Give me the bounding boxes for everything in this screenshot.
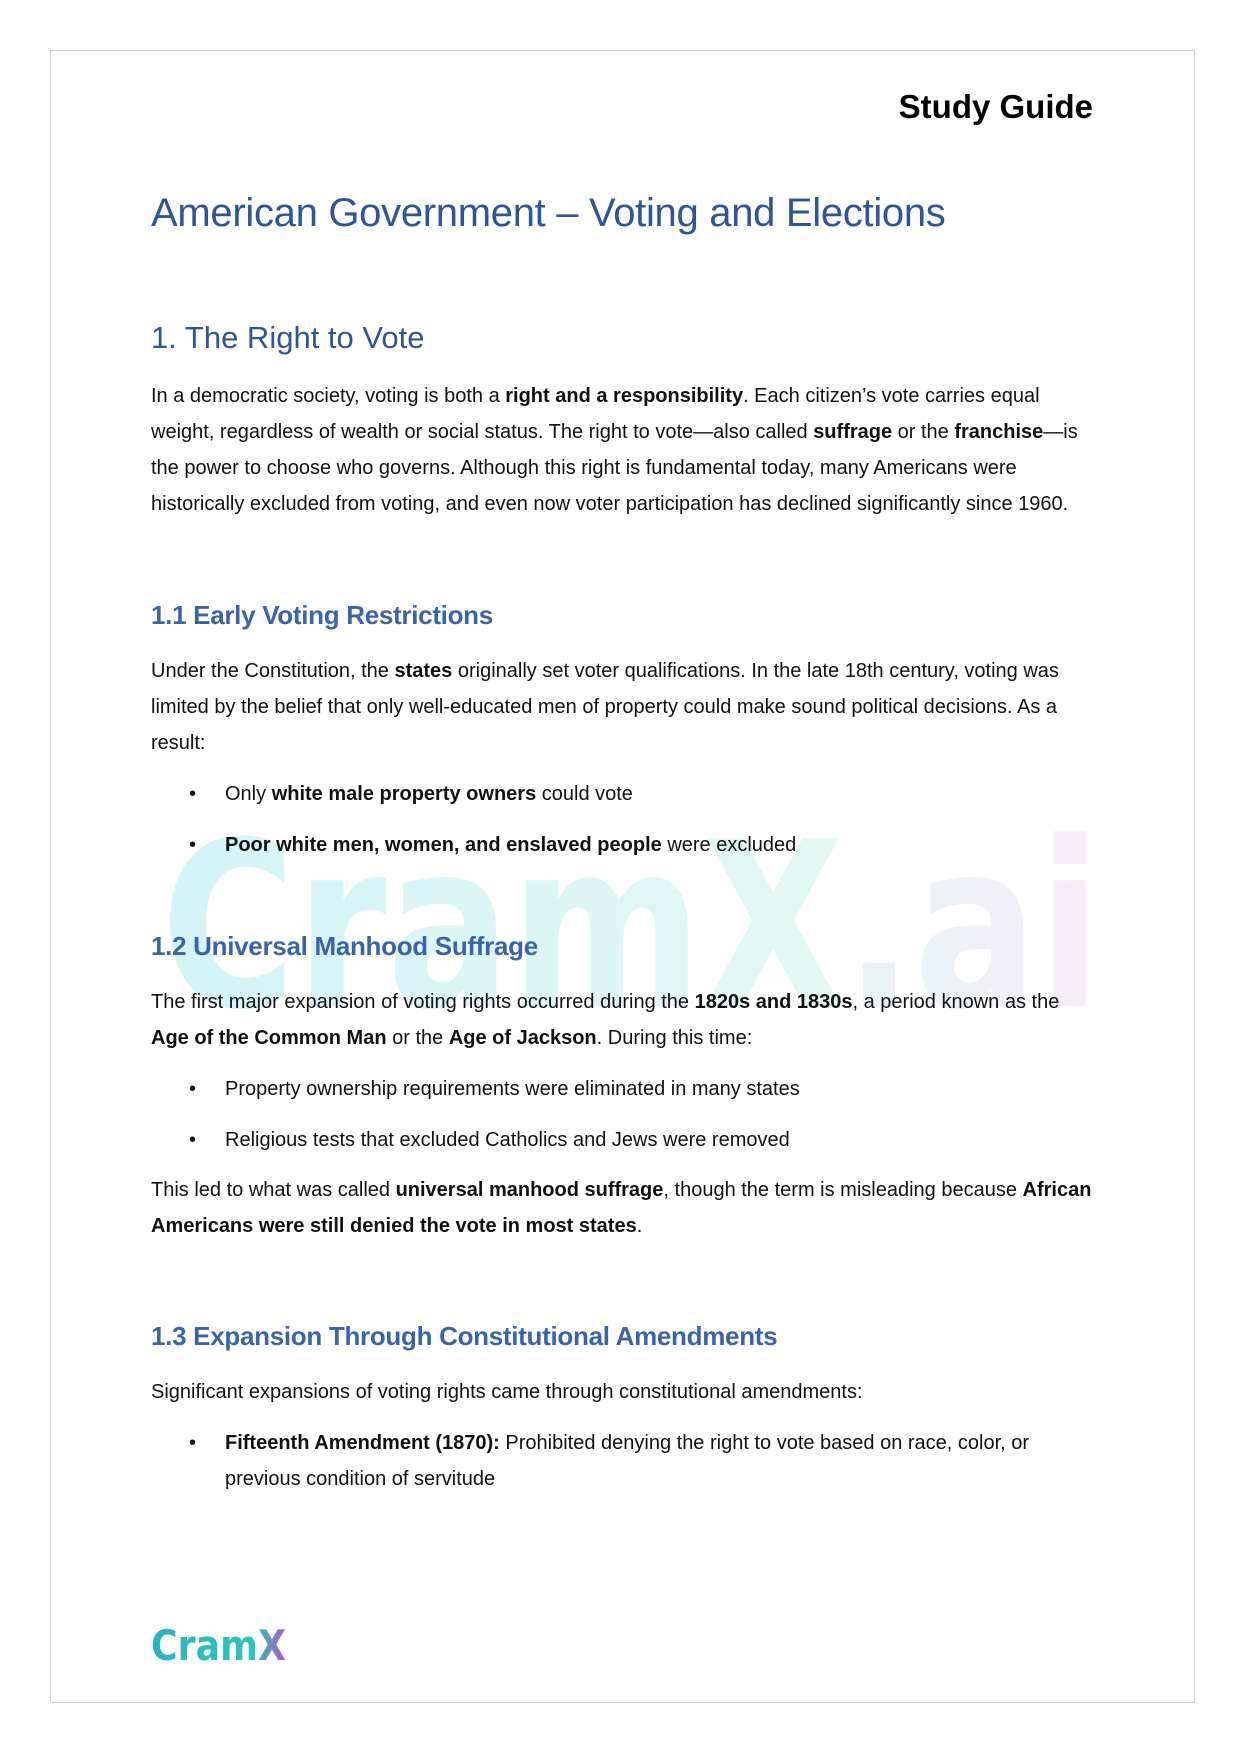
- text-run: Significant expansions of voting rights came through constitutional amendments:: [151, 1381, 863, 1403]
- bold-text: states: [394, 660, 453, 682]
- bold-text: right and a responsibility: [505, 385, 744, 407]
- subsection-paragraph: [151, 653, 1101, 761]
- bullet-icon: •: [189, 834, 197, 856]
- bold-text: 1820s and 1830s: [694, 991, 853, 1013]
- bold-text: Age of Jackson: [448, 1027, 597, 1049]
- document-content: [151, 191, 1101, 1497]
- bullet-item: [151, 1122, 1101, 1158]
- bullet-list: [151, 1071, 1101, 1158]
- text-run: , though the term is misleading because: [663, 1179, 1023, 1201]
- text-run: Religious tests that excluded Catholics and Jews were removed: [225, 1129, 790, 1151]
- document-page: [50, 50, 1195, 1703]
- text-run: could vote: [536, 783, 633, 805]
- text-run: In a democratic society, voting is both a: [151, 385, 506, 407]
- text-run: . During this time:: [596, 1027, 753, 1049]
- bold-text: African Americans were still denied the vote in most states: [151, 1179, 1092, 1237]
- bullet-icon: •: [189, 783, 197, 805]
- text-run: Under the Constitution, the: [151, 660, 395, 682]
- study-guide-label: Study Guide: [898, 88, 1093, 125]
- cramx-logo: [151, 1616, 321, 1671]
- bullet-icon: •: [189, 1432, 197, 1454]
- bullet-icon: •: [189, 1129, 197, 1151]
- bold-text: Age of the Common Man: [151, 1027, 387, 1049]
- bold-text: franchise: [954, 421, 1044, 443]
- text-run: This led to what was called: [151, 1179, 396, 1201]
- text-run: —is the power to choose who governs. Although this right is fundamental today, many Americans were historically excluded from voting, and even now voter participation has declined significantly since 1960.: [151, 421, 1078, 515]
- text-run: . Each citizen’s vote carries equal weight, regardless of wealth or social status. The right to vote—also called: [151, 385, 1040, 443]
- bold-text: white male property owners: [271, 783, 537, 805]
- bold-text: Poor white men, women, and enslaved people: [225, 834, 662, 856]
- bold-text: suffrage: [813, 421, 893, 443]
- bullet-list: [151, 1425, 1101, 1497]
- subsection-heading-universal-suffrage: 1.2 Universal Manhood Suffrage: [151, 931, 538, 961]
- section-paragraph: [151, 378, 1101, 522]
- text-run: The first major expansion of voting rights occurred during the: [151, 991, 695, 1013]
- text-run: Prohibited denying the right to vote based on race, color, or previous condition of servitude: [225, 1432, 1030, 1490]
- document-title: American Government – Voting and Elections: [151, 191, 946, 235]
- subsection-heading-early-restrictions: 1.1 Early Voting Restrictions: [151, 600, 493, 630]
- subsection-paragraph: [151, 1172, 1101, 1244]
- bullet-list: [151, 776, 1101, 863]
- logo-text: CramX: [151, 1621, 286, 1670]
- text-run: , a period known as the: [852, 991, 1060, 1013]
- text-run: .: [636, 1215, 643, 1237]
- bullet-item: [151, 1071, 1101, 1107]
- bold-text: Fifteenth Amendment (1870):: [225, 1432, 500, 1454]
- bullet-icon: •: [189, 1078, 197, 1100]
- watermark-text: CramX.ai: [161, 794, 1101, 1031]
- subsection-paragraph: [151, 1374, 1101, 1410]
- text-run: were excluded: [661, 834, 797, 856]
- bullet-item: [151, 1425, 1101, 1497]
- bullet-item: [151, 827, 1101, 863]
- text-run: or the: [386, 1027, 449, 1049]
- subsection-heading-amendments: 1.3 Expansion Through Constitutional Amendments: [151, 1321, 778, 1351]
- bold-text: universal manhood suffrage: [395, 1179, 664, 1201]
- text-run: or the: [892, 421, 955, 443]
- bullet-item: [151, 776, 1101, 812]
- text-run: Only: [225, 783, 272, 805]
- subsection-paragraph: [151, 984, 1101, 1056]
- section-heading-right-to-vote: 1. The Right to Vote: [151, 320, 425, 355]
- text-run: originally set voter qualifications. In the late 18th century, voting was limited by the belief that only well-educated men of property could make sound political decisions. As a result:: [151, 660, 1059, 754]
- text-run: Property ownership requirements were eliminated in many states: [225, 1078, 800, 1100]
